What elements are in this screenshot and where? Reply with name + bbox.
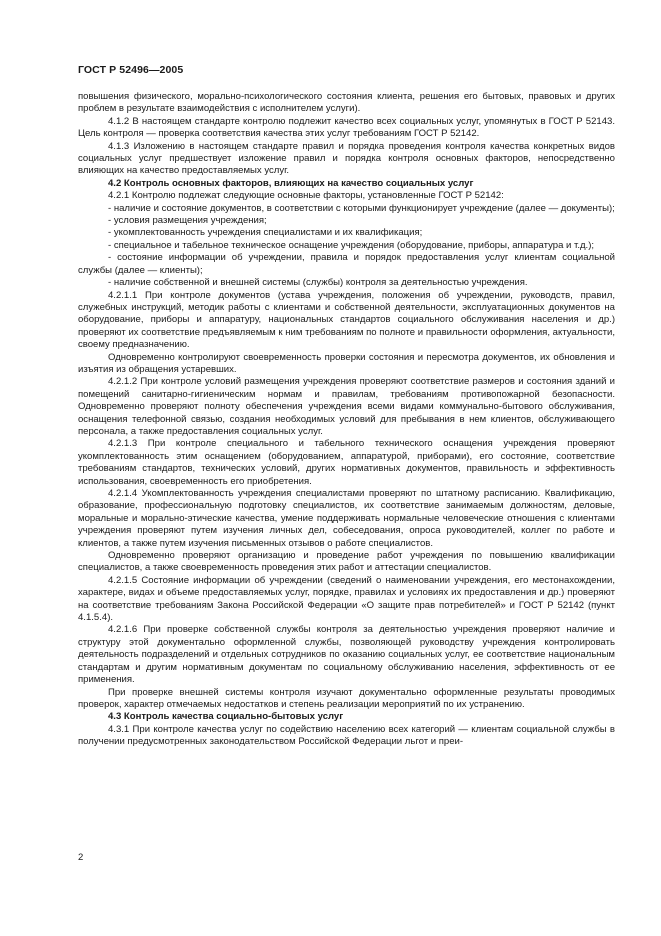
body-paragraph: - укомплектованность учреждения специалистами и их квалификация;: [108, 227, 423, 239]
body-paragraph: При проверке внешней системы контроля изучают документально оформленные результаты проводимых проверок, характер отмечаемых недостатков и степень реализации мероприятий по их устранению.: [78, 686, 615, 710]
body-paragraph: - наличие собственной и внешней системы (службы) контроля за деятельностью учреждения.: [108, 277, 528, 289]
body-paragraph: Одновременно контролируют своевременность проверки состояния и пересмотра документов, их обновления и изъятия из обращения устаревших.: [78, 351, 615, 375]
body-paragraph: 4.3.1 При контроле качества услуг по содействию населению всех категорий — клиентам социальной службы в получении предусмотренных законодательством Российской Федерации льгот и преи-: [78, 723, 615, 748]
body-paragraph: 4.2.1.1 При контроле документов (устава учреждения, положения об учреждении, руководств, правил, служебных инструкций, методик работы с клиентами и собственной деятельности, эксплуатационных документов на оборудование, приборы и аппаратуру, национальных стандартов социального обслуживания населения и др.) проверяют их соответствие предъявляемым к ним требованиям по полноте и правильности оформления, актуальности, своему предназначению.: [78, 289, 615, 351]
body-paragraph: 4.1.2 В настоящем стандарте контролю подлежит качество всех социальных услуг, упомянутых в ГОСТ Р 52143. Цель контроля — проверка соответствия качества этих услуг требованиям ГОСТ Р 52142.: [78, 115, 615, 140]
standard-header: ГОСТ Р 52496—2005: [78, 64, 184, 76]
body-paragraph: 4.2.1.4 Укомплектованность учреждения специалистами проверяют по штатному расписанию. Квалификацию, образование, профессиональную подготовку специалистов, их соответствие занимаемым должностям, деловые, моральные и морально-этические качества, умение поддерживать нормальные человеческие отношения с клиентами учреждения проверяют путем изучения личных дел, собеседования, опроса руководителей, коллег по работе и клиентов, а также путем изучения письменных отзывов о работе специалистов.: [78, 488, 615, 549]
body-paragraph: 4.2.1.5 Состояние информации об учреждении (сведений о наименовании учреждения, его местонахождении, характере, видах и объеме предоставляемых услуг, порядке, правилах и условиях их предоставления и др.) проверяют на соответствие требованиям Закона Российской Федерации «О защите прав потребителей» и ГОСТ Р 52142 (пункт 4.1.5.4).: [78, 574, 615, 624]
page-number: 2: [78, 852, 84, 863]
body-paragraph: повышения физического, морально-психологического состояния клиента, решения его бытовых, правовых и других проблем в результате взаимодействия с исполнителем услуги).: [78, 91, 615, 115]
body-paragraph: 4.2.1.2 При контроле условий размещения учреждения проверяют соответствие размеров и состояния зданий и помещений санитарно-гигиеническим нормам и правилам, требованиям противопожарной безопасности. Одновременно проверяют полноту обеспечения учреждения всеми видами коммунально-бытового обслуживания, оснащения телефонной связью, создания необходимых условий для пребывания в нем клиентов, обслуживающего персонала, а также предоставления социальных услуг.: [78, 376, 615, 437]
body-paragraph: 4.2.1 Контролю подлежат следующие основные факторы, установленные ГОСТ Р 52142:: [108, 190, 504, 202]
body-paragraph: 4.1.3 Изложению в настоящем стандарте правил и порядка проведения контроля качества конкретных видов социальных услуг предшествует изложение правил и порядка контроля основных факторов, непосредственно влияющих на качество предоставляемых услуг.: [78, 140, 615, 177]
body-paragraph: - наличие и состояние документов, в соответствии с которыми функционирует учреждение (далее — документы);: [108, 202, 615, 214]
body-paragraph: - состояние информации об учреждении, правила и порядок предоставления услуг клиентам социальной службы (далее — клиенты);: [78, 252, 615, 276]
body-paragraph: 4.2.1.3 При контроле специального и табельного технического оснащения учреждения проверяют укомплектованность этим оснащением (оборудованием, аппаратурой, приборами), его состояние, соответствие требованиям стандартов, технических условий, других нормативных документов, правильность и эффективность использования, своевременность его приобретения.: [78, 438, 615, 487]
section-heading: 4.2 Контроль основных факторов, влияющих на качество социальных услуг: [108, 177, 474, 189]
body-paragraph: Одновременно проверяют организацию и проведение работ учреждения по повышению квалификации специалистов, а также своевременность проведения этих работ и аттестации специалистов.: [78, 550, 615, 574]
document-body: [78, 91, 615, 749]
body-paragraph: - условия размещения учреждения;: [108, 215, 267, 227]
section-heading: 4.3 Контроль качества социально-бытовых услуг: [108, 711, 344, 723]
body-paragraph: - специальное и табельное техническое оснащение учреждения (оборудование, приборы, аппаратура и т.д.);: [108, 239, 595, 251]
body-paragraph: 4.2.1.6 При проверке собственной службы контроля за деятельностью учреждения проверяют наличие и структуру этой документально оформленной службы, позволяющей руководству учреждения контролировать деятельность подразделений и отдельных сотрудников по оказанию социальных услуг, ее соответствие национальным стандартам и другим нормативным документам по социальному обслуживанию населения, эффективность от ее применения.: [78, 624, 615, 686]
